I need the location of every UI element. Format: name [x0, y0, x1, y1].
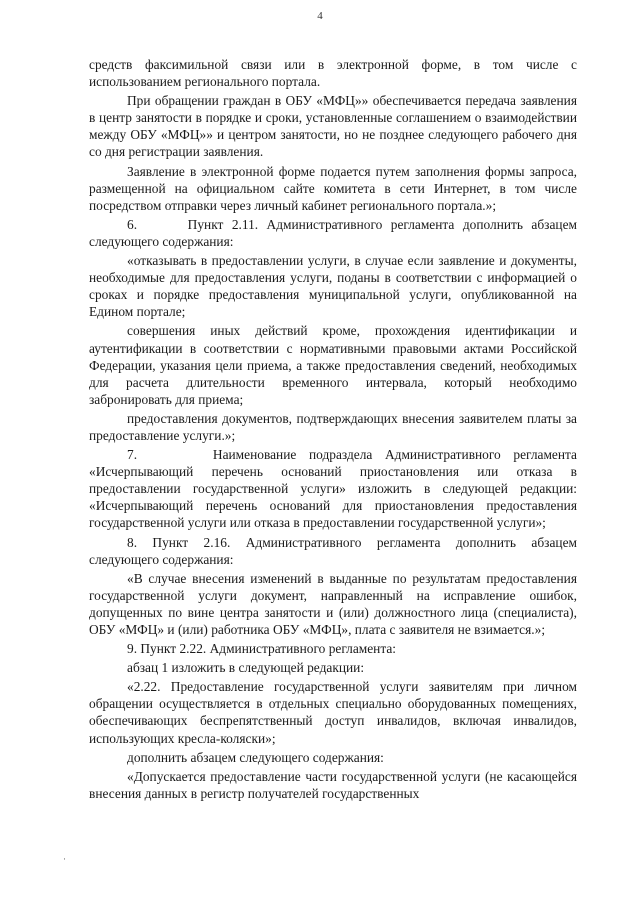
paragraph-10: дополнить абзацем следующего содержания: [127, 749, 384, 765]
paragraph-5: совершения иных действий кроме, прохождения идентификации и аутентификации в соответствии с нормативными правовыми актами Российской Федерации, указания цели приема, а также предоставления сведений, необходимых для расчета длительности временного интервала, который необходимо забронировать для приема; [89, 323, 577, 407]
paragraph-4: «отказывать в предоставлении услуги, в случае если заявление и документы, необходимые для предоставления услуги, поданы в соответствии с информацией о сроках и порядке предоставления муниципальной услуги, опубликованной на Едином портале; [89, 253, 577, 320]
paragraph-item-7: 7. Наименование подраздела Административного регламента «Исчерпывающий перечень оснований приостановления или отказа в предоставлении государственной услуги» изложить в следующей редакции: «Исчерпывающий перечень оснований для приостановления предоставления государственной услуги или отказа в предоставлении государственной услуги»; [89, 447, 577, 531]
page-number: 4 [317, 10, 323, 22]
paragraph-item-6: 6. Пункт 2.11. Административного регламента дополнить абзацем следующего содержания: [89, 216, 577, 249]
margin-dot: · [63, 854, 66, 864]
paragraph-item-9: 9. Пункт 2.22. Административного регламента: [127, 641, 397, 657]
paragraph-2: При обращении граждан в ОБУ «МФЦ»» обеспечивается передача заявления в центр занятости в порядке и сроки, установленные соглашением о взаимодействии между ОБУ «МФЦ»» и центром занятости, но не позднее следующего рабочего дня со дня регистрации заявления. [89, 93, 577, 160]
paragraph-9: «2.22. Предоставление государственной услуги заявителям при личном обращении осуществляется в отдельных специально оборудованных помещениях, обеспечивающих беспрепятственный доступ инвалидов, включая инвалидов, использующих кресла-коляски»; [89, 679, 577, 746]
document-body [89, 56, 577, 802]
paragraph-3: Заявление в электронной форме подается путем заполнения формы запроса, размещенной на официальном сайте комитета в сети Интернет, в том числе посредством отправки через личный кабинет регионального портала.»; [89, 163, 577, 213]
paragraph-7: «В случае внесения изменений в выданные по результатам предоставления государственной услуги документ, направленный на исправление ошибок, допущенных по вине центра занятости и (или) должностного лица (специалиста), ОБУ «МФЦ» и (или) работника ОБУ «МФЦ», плата с заявителя не взимается.»; [89, 570, 577, 637]
paragraph-1: средств факсимильной связи или в электронной форме, в том числе с использованием регионального портала. [89, 57, 577, 90]
paragraph-item-8: 8. Пункт 2.16. Административного регламента дополнить абзацем следующего содержания: [89, 534, 577, 567]
paragraph-6: предоставления документов, подтверждающих внесения заявителем платы за предоставление услуги.»; [89, 410, 577, 443]
paragraph-8: абзац 1 изложить в следующей редакции: [127, 660, 365, 676]
paragraph-11: «Допускается предоставление части государственной услуги (не касающейся внесения данных в регистр получателей государственных [89, 768, 577, 801]
